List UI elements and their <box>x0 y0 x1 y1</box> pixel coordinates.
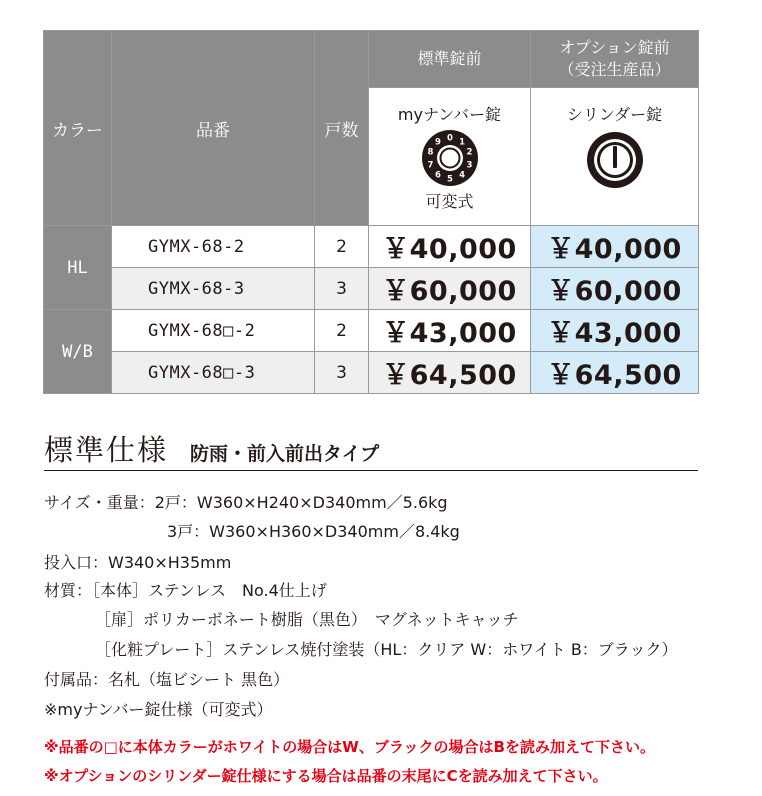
note-color-code: ※品番の□に本体カラーがホワイトの場合はW、ブラックの場合はBを読み加えて下さい。 <box>44 738 655 756</box>
spec-lock-note: ※myナンバー錠仕様（可変式） <box>44 700 273 719</box>
variable-label: 可変式 <box>425 191 474 211</box>
header-code: 品番 <box>112 31 315 226</box>
dial-digit: 3 <box>466 159 472 170</box>
spec-material-door: ［扉］ポリカーボネート樹脂（黒色） マグネットキャッチ <box>95 610 519 629</box>
cylinder-lock-cell <box>531 88 699 226</box>
dial-digit: 9 <box>434 136 441 147</box>
dial-digit: 7 <box>427 159 433 170</box>
spec-slot: 投入口：W340×H35mm <box>44 553 232 572</box>
spec-subtitle: 防雨・前入前出タイプ <box>190 443 380 465</box>
color-cell-wb: W/B <box>44 310 112 394</box>
option-lock-note: （受注生産品） <box>558 60 671 79</box>
dial-digit: 8 <box>427 147 433 158</box>
header-color: カラー <box>44 31 112 226</box>
spec-size-weight-3: 3戸：W360×H360×D340mm／8.4kg <box>167 522 460 541</box>
option-price: ￥40,000 <box>531 226 699 268</box>
spec-material-plate: ［化粧プレート］ステンレス焼付塗装（HL：クリア W：ホワイト B：ブラック） <box>95 640 678 659</box>
cylinder-lock-icon <box>586 131 644 189</box>
standard-price: ￥64,500 <box>369 352 531 394</box>
option-lock-label: オプション錠前 <box>559 38 670 57</box>
product-code: GYMX-68□-3 <box>112 352 315 394</box>
dial-digit: 6 <box>434 170 441 181</box>
header-doors: 戸数 <box>315 31 369 226</box>
option-price: ￥64,500 <box>531 352 699 394</box>
spec-size-weight: サイズ・重量：2戸：W360×H240×D340mm／5.6kg <box>44 493 448 512</box>
dial-digit: 1 <box>458 136 465 147</box>
spec-material: 材質：［本体］ステンレス No.4仕上げ <box>44 581 327 600</box>
my-number-lock-cell <box>369 88 531 226</box>
dial-digit: 4 <box>458 170 465 181</box>
standard-price: ￥60,000 <box>369 268 531 310</box>
dial-digit: 5 <box>446 174 453 184</box>
standard-price: ￥40,000 <box>369 226 531 268</box>
dial-lock-icon <box>421 129 479 187</box>
note-cylinder-code: ※オプションのシリンダー錠仕様にする場合は品番の末尾にCを読み加えて下さい。 <box>44 767 608 785</box>
option-price: ￥43,000 <box>531 310 699 352</box>
header-standard-lock: 標準錠前 <box>369 31 531 88</box>
dial-digit: 0 <box>446 133 453 143</box>
cylinder-lock-label: シリンダー錠 <box>566 105 663 124</box>
spec-accessories: 付属品：名札（塩ビシート 黒色） <box>44 670 290 689</box>
product-code: GYMX-68-3 <box>112 268 315 310</box>
door-count: 3 <box>315 352 369 394</box>
door-count: 3 <box>315 268 369 310</box>
option-price: ￥60,000 <box>531 268 699 310</box>
header-option-lock <box>531 31 699 88</box>
spec-heading <box>44 428 379 469</box>
price-table <box>43 30 699 394</box>
my-number-lock-label: myナンバー錠 <box>397 104 502 124</box>
standard-price: ￥43,000 <box>369 310 531 352</box>
dial-digit: 2 <box>466 147 472 158</box>
door-count: 2 <box>315 310 369 352</box>
color-cell-hl: HL <box>44 226 112 310</box>
product-code: GYMX-68□-2 <box>112 310 315 352</box>
divider <box>44 470 698 471</box>
spec-title: 標準仕様 <box>44 433 169 467</box>
product-code: GYMX-68-2 <box>112 226 315 268</box>
door-count: 2 <box>315 226 369 268</box>
